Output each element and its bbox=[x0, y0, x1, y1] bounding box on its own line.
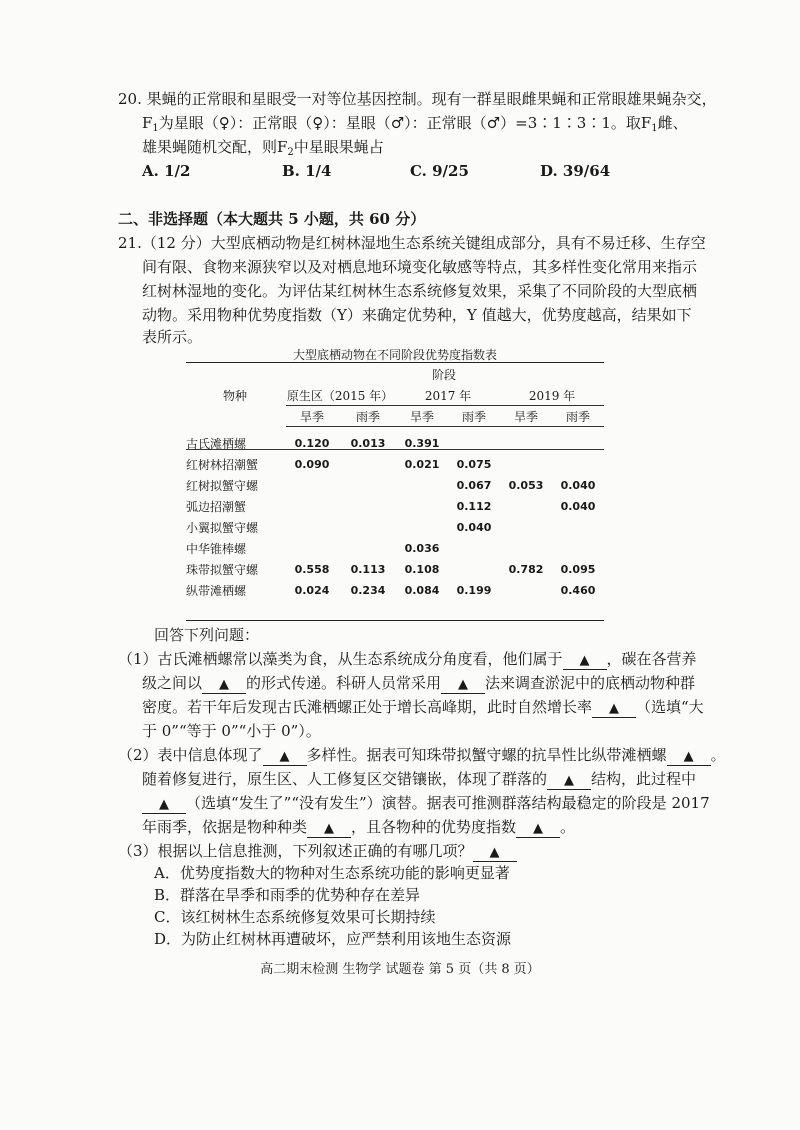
species-name: 红树林招潮蟹 bbox=[186, 458, 259, 472]
q21-p2-line3: ▲ （选填“发生了”“没有发生”）演替。据表可推测群落结构最稳定的阶段是 2017 bbox=[142, 792, 710, 814]
index-cell: 0.558 bbox=[294, 563, 330, 576]
table-row bbox=[186, 517, 604, 538]
q21-p3-option-c: C．该红树林生态系统修复效果可长期持续 bbox=[154, 908, 436, 926]
index-cell: 0.084 bbox=[404, 584, 440, 597]
index-cell: 0.782 bbox=[508, 563, 544, 576]
index-cell: 0.095 bbox=[560, 563, 596, 576]
species-name: 古氏滩栖螺 bbox=[186, 437, 247, 451]
q20-line1: 20. 果蝇的正常眼和星眼受一对等位基因控制。现有一群星眼雌果蝇和正常眼雄果蝇杂交， bbox=[118, 90, 717, 108]
index-cell: 0.090 bbox=[294, 458, 330, 471]
index-cell: 0.053 bbox=[508, 479, 544, 492]
index-cell bbox=[552, 538, 604, 559]
answer-blank[interactable]: ▲ bbox=[563, 653, 607, 670]
page-footer: 高二期末检测 生物学 试题卷 第 5 页（共 8 页） bbox=[260, 962, 540, 977]
table-row bbox=[186, 559, 604, 580]
table-bottom-rule bbox=[186, 620, 604, 621]
species-name: 珠带拟蟹守螺 bbox=[186, 563, 259, 577]
index-cell: 0.040 bbox=[560, 500, 596, 513]
q21-p1-line1: （1）古氏滩栖螺常以藻类为食，从生态系统成分角度看，他们属于 ▲ ，碳在各营养 bbox=[118, 650, 697, 668]
index-cell bbox=[552, 454, 604, 475]
answer-blank[interactable]: ▲ bbox=[441, 677, 485, 694]
q21-intro-line3: 红树林湿地的变化。为评估某红树林生态系统修复效果，采集了不同阶段的大型底栖 bbox=[142, 282, 698, 300]
species-name: 弧边招潮蟹 bbox=[186, 500, 247, 514]
answer-blank[interactable]: ▲ bbox=[667, 749, 711, 766]
table-row bbox=[186, 496, 604, 517]
answer-prompt: 回答下列问题： bbox=[154, 626, 260, 644]
q21-intro-line1: 21.（12 分）大型底栖动物是红树林湿地生态系统关键组成部分，具有不易迁移、生存空 bbox=[118, 234, 706, 252]
index-cell bbox=[500, 580, 552, 601]
index-cell bbox=[284, 475, 340, 496]
stage-header-rule bbox=[286, 405, 604, 406]
q21-p1-line2: 级之间以 ▲ 的形式传递。科研人员常采用 ▲ 法来调查淤泥中的底栖动物种群 bbox=[142, 674, 696, 692]
species-name: 红树拟蟹守螺 bbox=[186, 479, 259, 493]
q21-p3-option-a: A．优势度指数大的物种对生态系统功能的影响更显著 bbox=[154, 864, 510, 882]
index-cell bbox=[500, 433, 552, 454]
table-row bbox=[186, 433, 604, 454]
index-cell bbox=[552, 433, 604, 454]
season-header: 旱季 bbox=[513, 410, 538, 424]
section2-title: 二、非选择题（本大题共 5 小题，共 60 分） bbox=[118, 210, 426, 228]
index-cell: 0.075 bbox=[456, 458, 492, 471]
season-header: 雨季 bbox=[461, 410, 486, 424]
index-cell bbox=[396, 496, 448, 517]
q20-option-b: B. 1/4 bbox=[282, 162, 332, 180]
index-cell bbox=[340, 496, 396, 517]
index-cell bbox=[500, 538, 552, 559]
index-cell bbox=[500, 454, 552, 475]
table-row bbox=[186, 454, 604, 475]
table-row bbox=[186, 580, 604, 601]
season-header: 旱季 bbox=[299, 410, 324, 424]
q20-option-a: A. 1/2 bbox=[142, 162, 191, 180]
index-cell: 0.036 bbox=[404, 542, 440, 555]
index-cell: 0.112 bbox=[456, 500, 492, 513]
index-cell bbox=[284, 496, 340, 517]
index-cell bbox=[340, 475, 396, 496]
index-cell bbox=[284, 538, 340, 559]
q21-p1-line4: 于 0”“等于 0”“小于 0”）。 bbox=[142, 722, 321, 740]
index-cell: 0.040 bbox=[560, 479, 596, 492]
q21-p3-option-d: D．为防止红树林再遭破坏，应严禁利用该地生态资源 bbox=[154, 930, 512, 948]
index-cell bbox=[500, 496, 552, 517]
species-name: 纵带滩栖螺 bbox=[186, 584, 247, 598]
answer-blank[interactable]: ▲ bbox=[516, 821, 560, 838]
index-cell: 0.021 bbox=[404, 458, 440, 471]
q20-line3: 雄果蝇随机交配，则$F_2$中星眼果蝇占 bbox=[142, 138, 384, 158]
dominance-index-table bbox=[186, 364, 604, 601]
index-cell bbox=[396, 517, 448, 538]
stage-header: 阶段 bbox=[431, 368, 456, 382]
q20-line2: $F_1$为星眼（♀）：正常眼（♀）：星眼（♂）：正常眼（♂）=3∶1∶3∶1。取$F_1$雌、 bbox=[142, 114, 688, 134]
index-cell: 0.391 bbox=[404, 437, 440, 450]
index-cell: 0.024 bbox=[294, 584, 330, 597]
group-header-2015: 原生区（2015 年） bbox=[286, 389, 394, 403]
answer-blank[interactable]: ▲ bbox=[547, 773, 591, 790]
season-header: 雨季 bbox=[355, 410, 380, 424]
index-cell: 0.199 bbox=[456, 584, 492, 597]
index-cell bbox=[340, 454, 396, 475]
q21-intro-line2: 间有限、食物来源狭窄以及对栖息地环境变化敏感等特点，其多样性变化常用来指示 bbox=[142, 258, 698, 276]
q20-option-c: C. 9/25 bbox=[410, 162, 469, 180]
index-cell bbox=[448, 538, 500, 559]
index-cell bbox=[340, 538, 396, 559]
group-header-2017: 2017 年 bbox=[424, 389, 472, 403]
index-cell: 0.460 bbox=[560, 584, 596, 597]
table-top-rule bbox=[186, 362, 604, 363]
species-name: 小翼拟蟹守螺 bbox=[186, 521, 259, 535]
q21-intro-line4: 动物。采用物种优势度指数（Y）来确定优势种，Y 值越大，优势度越高，结果如下 bbox=[142, 306, 692, 324]
q21-p3-question: （3）根据以上信息推测，下列叙述正确的有哪几项？ ▲ bbox=[118, 840, 517, 862]
species-name: 中华锥棒螺 bbox=[186, 542, 247, 556]
answer-blank[interactable]: ▲ bbox=[307, 821, 351, 838]
index-cell bbox=[448, 559, 500, 580]
index-cell: 0.234 bbox=[350, 584, 386, 597]
index-cell: 0.113 bbox=[350, 563, 386, 576]
table-caption: 大型底栖动物在不同阶段优势度指数表 bbox=[292, 348, 497, 362]
q21-p1-line3: 密度。若干年后发现古氏滩栖螺正处于增长高峰期，此时自然增长率 ▲ （选填“大 bbox=[142, 698, 704, 716]
table-row bbox=[186, 475, 604, 496]
table-row bbox=[186, 538, 604, 559]
index-cell bbox=[448, 433, 500, 454]
season-header: 雨季 bbox=[565, 410, 590, 424]
index-cell: 0.067 bbox=[456, 479, 492, 492]
q21-p2-line2: 随着修复进行，原生区、人工修复区交错镶嵌，体现了群落的 ▲ 结构，此过程中 bbox=[142, 770, 697, 788]
index-cell bbox=[552, 517, 604, 538]
answer-blank[interactable]: ▲ bbox=[473, 845, 517, 862]
answer-blank[interactable]: ▲ bbox=[263, 749, 307, 766]
index-cell: 0.108 bbox=[404, 563, 440, 576]
season-header: 旱季 bbox=[409, 410, 434, 424]
answer-blank[interactable]: ▲ bbox=[202, 677, 246, 694]
index-cell bbox=[284, 517, 340, 538]
index-cell: 0.120 bbox=[294, 437, 330, 450]
q21-p3-option-b: B．群落在旱季和雨季的优势种存在差异 bbox=[154, 886, 421, 904]
index-cell bbox=[500, 517, 552, 538]
answer-blank[interactable]: ▲ bbox=[142, 797, 186, 814]
q21-p2-line4: 年雨季，依据是物种种类 ▲ ，且各物种的优势度指数 ▲ 。 bbox=[142, 818, 576, 836]
group-header-rule bbox=[286, 426, 604, 427]
index-cell: 0.040 bbox=[456, 521, 492, 534]
q21-intro-line5-text: 表所示。 bbox=[142, 328, 203, 346]
species-header: 物种 bbox=[222, 389, 247, 403]
index-cell: 0.013 bbox=[350, 437, 386, 450]
q20-option-d: D. 39/64 bbox=[540, 162, 611, 180]
answer-blank[interactable]: ▲ bbox=[592, 701, 636, 718]
group-header-2019: 2019 年 bbox=[528, 389, 576, 403]
index-cell bbox=[396, 475, 448, 496]
table-header-rule bbox=[186, 449, 604, 450]
index-cell bbox=[340, 517, 396, 538]
q21-p2-line1: （2）表中信息体现了 ▲ 多样性。据表可知珠带拟蟹守螺的抗旱性比纵带滩栖螺 ▲ 。 bbox=[118, 746, 726, 764]
